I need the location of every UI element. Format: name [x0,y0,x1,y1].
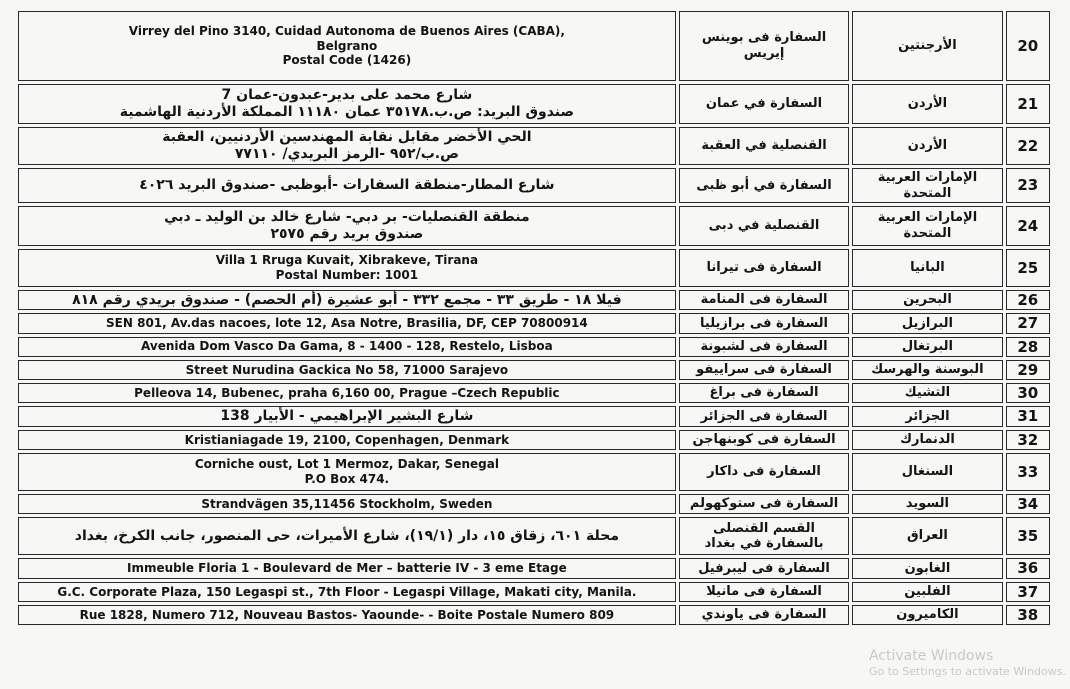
mission-cell: السفارة فى ستوكهولم [679,494,850,514]
row-number-cell: 38 [1006,605,1050,625]
table-row [18,11,1050,81]
address-line: Villa 1 Rruga Kuvait, Xibrakeve, Tirana [215,253,479,268]
country-cell: الدنمارك [852,430,1002,450]
mission-cell: السفارة فى المنامة [679,290,850,310]
address-line: Immeuble Floria 1 - Boulevard de Mer – batterie IV - 3 eme Etage [127,561,567,576]
mission-cell: السفارة فى سراييفو [679,360,850,380]
table-row [18,430,1050,450]
table-row [18,249,1050,287]
row-number-cell: 20 [1006,11,1050,81]
address-line: محلة ٦٠١، زقاق ١٥، دار (١٩/١)، شارع الأميرات، حى المنصور، جانب الكرخ، بغداد [74,527,619,544]
address-line: صندوق بريد رقم ٢٥٧٥ [270,226,424,242]
table-row [18,517,1050,555]
row-number-cell: 24 [1006,206,1050,246]
country-cell: الكاميرون [852,605,1002,625]
country-cell: الأردن [852,127,1002,165]
country-cell: الجزائر [852,406,1002,426]
table-row [18,290,1050,310]
address-cell [18,453,676,491]
address-line: شارع محمد على بدير-عبدون-عمان 7 [221,86,473,103]
table-row [18,582,1050,602]
address-cell [18,360,676,380]
row-number-cell: 29 [1006,360,1050,380]
country-cell: البرتغال [852,337,1002,357]
watermark-title: Activate Windows [868,647,994,664]
address-line: SEN 801, Av.das nacoes, lote 12, Asa Notre, Brasilia, DF, CEP 70800914 [106,316,588,331]
row-number-cell: 23 [1006,168,1050,203]
table-row [18,84,1050,124]
country-cell: البرازيل [852,313,1002,333]
address-line: Rue 1828, Numero 712, Nouveau Bastos- Yaounde- - Boite Postale Numero 809 [79,607,615,622]
address-cell [18,11,676,81]
address-line: الحي الأخضر مقابل نقابة المهندسين الأردنيين، العقبة [162,128,532,145]
country-cell: السويد [852,494,1002,514]
row-number-cell: 28 [1006,337,1050,357]
mission-cell: السفارة فى داكار [679,453,850,491]
row-number-cell: 37 [1006,582,1050,602]
table-row [18,337,1050,357]
country-cell: البانيا [852,249,1002,287]
address-cell [18,406,676,426]
address-line: Pelleova 14, Bubenec, praha 6,160 00, Prague –Czech Republic [134,386,560,401]
row-number-cell: 32 [1006,430,1050,450]
row-number-cell: 26 [1006,290,1050,310]
address-line: P.O Box 474. [304,472,390,487]
address-line: Postal Number: 1001 [275,268,419,282]
mission-cell: السفارة في أبو ظبى [679,168,850,203]
watermark-subtitle: Go to Settings to activate Windows. [868,665,1066,679]
row-number-cell: 34 [1006,494,1050,514]
activate-windows-watermark [869,648,1066,679]
mission-cell: السفارة في عمان [679,84,850,124]
mission-cell: السفارة فى الجزائر [679,406,850,426]
mission-cell: السفارة فى تيرانا [679,249,850,287]
mission-cell: القنصلية في دبى [679,206,850,246]
mission-cell: السفارة فى بوينس إيريس [679,11,850,81]
mission-cell: السفارة فى براغ [679,383,850,403]
address-line: Belgrano [316,38,378,53]
mission-cell: السفارة فى ليبرفيل [679,558,850,578]
table-row [18,206,1050,246]
mission-cell: القنصلية في العقبة [679,127,850,165]
mission-cell: السفارة فى مانيلا [679,582,850,602]
row-number-cell: 25 [1006,249,1050,287]
address-cell [18,430,676,450]
address-cell [18,337,676,357]
country-cell: الأرجنتين [852,11,1002,81]
country-cell: البحرين [852,290,1002,310]
address-line: ص.ب/٩٥٢ -الرمز البريدي/ ٧٧١١٠ [234,146,459,162]
address-line: منطقة القنصليات- بر دبي- شارع خالد بن الوليد ـ دبي [164,208,530,225]
address-cell [18,206,676,246]
address-line: G.C. Corporate Plaza, 150 Legaspi st., 7th Floor - Legaspi Village, Makati city, Manila. [57,584,637,599]
mission-cell: السفارة فى ياوندي [679,605,850,625]
address-cell [18,313,676,333]
mission-cell: القسم القنصلى بالسفارة في بغداد [679,517,850,555]
table-row [18,383,1050,403]
address-line: شارع البشير الإبراهيمي - الأبيار 138 [220,408,474,425]
address-cell [18,605,676,625]
address-line: Virrey del Pino 3140, Cuidad Autonoma de Buenos Aires (CABA), [128,24,565,39]
country-cell: الأردن [852,84,1002,124]
row-number-cell: 30 [1006,383,1050,403]
table-row [18,558,1050,578]
country-cell: الإمارات العربية المتحدة [852,206,1002,246]
address-cell [18,383,676,403]
row-number-cell: 31 [1006,406,1050,426]
address-cell [18,127,676,165]
row-number-cell: 22 [1006,127,1050,165]
address-line: فيلا ١٨ - طريق ٣٣ - مجمع ٣٣٢ - أبو عشيرة (أم الحصم) - صندوق بريدي رقم ٨١٨ [72,291,622,308]
embassy-table [15,8,1053,628]
country-cell: البوسنة والهرسك [852,360,1002,380]
mission-cell: السفارة فى كوبنهاجن [679,430,850,450]
address-cell [18,517,676,555]
address-cell [18,582,676,602]
mission-cell: السفارة فى برازيليا [679,313,850,333]
country-cell: السنغال [852,453,1002,491]
address-cell [18,494,676,514]
table-row [18,406,1050,426]
address-line: Corniche oust, Lot 1 Mermoz, Dakar, Senegal [194,457,499,472]
country-cell: التشيك [852,383,1002,403]
country-cell: العراق [852,517,1002,555]
table-row [18,168,1050,203]
table-row [18,453,1050,491]
address-cell [18,84,676,124]
country-cell: الفلبين [852,582,1002,602]
row-number-cell: 27 [1006,313,1050,333]
address-line: Kristianiagade 19, 2100, Copenhagen, Denmark [184,432,510,447]
table-row [18,494,1050,514]
address-line: Street Nurudina Gackica No 58, 71000 Sarajevo [185,362,509,377]
table-row [18,313,1050,333]
row-number-cell: 21 [1006,84,1050,124]
table-row [18,127,1050,165]
row-number-cell: 35 [1006,517,1050,555]
mission-cell: السفارة فى لشبونة [679,337,850,357]
address-cell [18,558,676,578]
address-cell [18,168,676,203]
address-line: شارع المطار-منطقة السفارات -أبوظبى -صندوق البريد ٤٠٢٦ [139,176,555,193]
address-line: Avenida Dom Vasco Da Gama, 8 - 1400 - 128, Restelo, Lisboa [141,339,553,354]
country-cell: الغابون [852,558,1002,578]
row-number-cell: 33 [1006,453,1050,491]
country-cell: الإمارات العربية المتحدة [852,168,1002,203]
address-cell [18,290,676,310]
address-line: Postal Code (1426) [282,53,412,68]
table-row [18,360,1050,380]
address-line: Strandvägen 35,11456 Stockholm, Sweden [201,496,493,511]
address-cell [18,249,676,287]
address-line: صندوق البريد: ص.ب.٣٥١٧٨ عمان ١١١٨٠ المملكة الأردنية الهاشمية [119,104,575,120]
table-row [18,605,1050,625]
embassy-table-body [18,11,1050,625]
row-number-cell: 36 [1006,558,1050,578]
